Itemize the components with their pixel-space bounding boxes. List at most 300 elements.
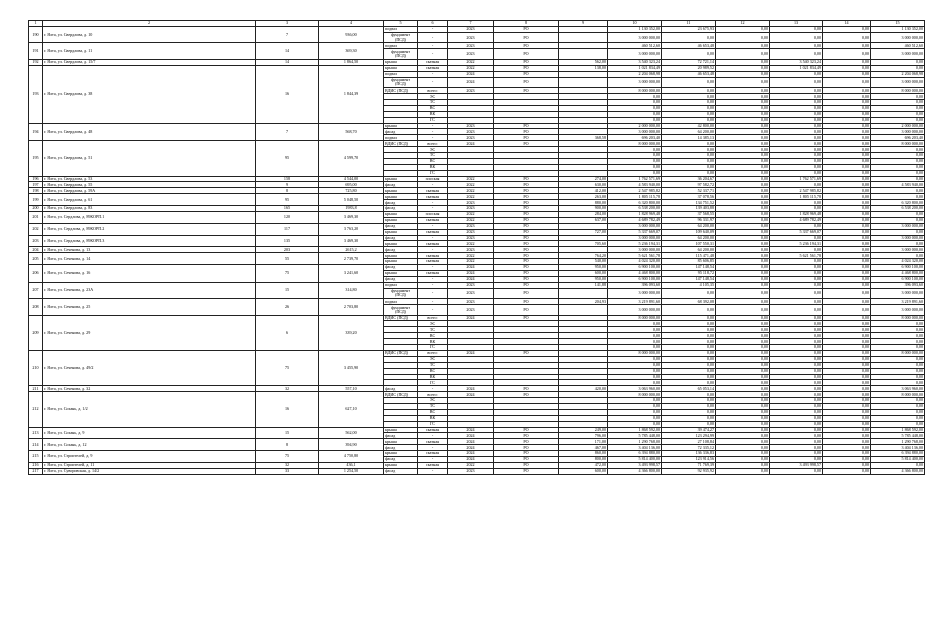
- volume-cell: 368,58: [559, 135, 608, 141]
- area-cell: 568,70: [319, 123, 384, 141]
- area-cell: 562,00: [319, 427, 384, 439]
- year-cell: 2022: [448, 253, 494, 259]
- cost-col15-cell: 0,00: [871, 241, 925, 247]
- cost-unit-cell: 0,00: [662, 94, 716, 100]
- cost-col12-cell: 0,00: [716, 253, 770, 259]
- area-cell: 3 469,30: [319, 235, 384, 247]
- fund-source-cell: РО: [494, 288, 559, 299]
- roof-type-cell: ВС: [418, 368, 448, 374]
- cost-unit-cell: 0,00: [662, 409, 716, 415]
- fund-source-cell: РО: [494, 229, 559, 235]
- apartments-cell: 55: [256, 253, 319, 265]
- cost-col12-cell: 0,00: [716, 135, 770, 141]
- total-cost-cell: 396 093,60: [608, 282, 662, 288]
- cost-col12-cell: 0,00: [716, 305, 770, 316]
- cost-unit-cell: 0,00: [662, 321, 716, 327]
- apartments-cell: 165: [256, 206, 319, 212]
- cost-col12-cell: 0,00: [716, 433, 770, 439]
- cost-col15-cell: 0,00: [871, 368, 925, 374]
- total-cost-cell: 1 868 592,00: [608, 427, 662, 433]
- work-type-cell: фасад: [384, 247, 418, 253]
- total-cost-cell: 0,00: [608, 100, 662, 106]
- cost-col13-cell: 0,00: [770, 27, 823, 33]
- cost-col15-cell: 3 000 000,00: [871, 223, 925, 229]
- cost-col12-cell: 0,00: [716, 94, 770, 100]
- year-cell: 2024: [448, 392, 494, 398]
- cost-col15-cell: 0,00: [871, 217, 925, 223]
- roof-type-cell: скатная: [418, 217, 448, 223]
- work-type-cell: фасад: [384, 223, 418, 229]
- fund-source-cell: РО: [494, 456, 559, 462]
- roof-type-cell: ЭС: [418, 398, 448, 404]
- cost-col14-cell: 0,00: [823, 147, 871, 153]
- fund-source-cell: РО: [494, 350, 559, 356]
- cost-col13-cell: 1 762 571,69: [770, 176, 823, 182]
- roof-type-cell: ТС: [418, 153, 448, 159]
- roof-type-cell: всего:: [418, 141, 448, 147]
- fund-source-cell: РО: [494, 468, 559, 474]
- cost-unit-cell: 136 336,83: [662, 451, 716, 457]
- cost-col14-cell: 0,00: [823, 32, 871, 43]
- area-cell: 436,1: [319, 462, 384, 468]
- cost-unit-cell: 109 640,09: [662, 229, 716, 235]
- fund-source-cell: РО: [494, 88, 559, 94]
- area-cell: 339,20: [319, 315, 384, 350]
- apartments-cell: 75: [256, 451, 319, 463]
- cost-col12-cell: 0,00: [716, 235, 770, 241]
- volume-cell: 141,88: [559, 282, 608, 288]
- cost-col13-cell: 1 828 969,48: [770, 211, 823, 217]
- total-cost-cell: 6 394 880,00: [608, 451, 662, 457]
- work-type-cell: подвал: [384, 299, 418, 305]
- cost-col13-cell: 0,00: [770, 392, 823, 398]
- year-cell: 2022: [448, 182, 494, 188]
- total-cost-cell: 0,00: [608, 333, 662, 339]
- year-cell: 2024: [448, 276, 494, 282]
- fund-source-cell: РО: [494, 241, 559, 247]
- total-cost-cell: 1 762 571,69: [608, 176, 662, 182]
- area-cell: 2 703,80: [319, 299, 384, 315]
- roof-type-cell: всего:: [418, 392, 448, 398]
- roof-type-cell: -: [418, 123, 448, 129]
- cost-col14-cell: 0,00: [823, 211, 871, 217]
- apartments-cell: 75: [256, 350, 319, 385]
- total-cost-cell: 8 000 000,00: [608, 315, 662, 321]
- roof-type-cell: ТС: [418, 403, 448, 409]
- address-cell: г. Ялта, ул. Сеченова, д. 14: [43, 253, 256, 265]
- cost-col14-cell: 0,00: [823, 282, 871, 288]
- cost-col13-cell: 0,00: [770, 117, 823, 123]
- row-number: 198: [29, 188, 43, 194]
- area-cell: 557,10: [319, 386, 384, 392]
- work-type-cell: крыша: [384, 65, 418, 71]
- cost-unit-cell: 20 989,52: [662, 65, 716, 71]
- cost-unit-cell: 23 675,93: [662, 27, 716, 33]
- address-cell: г. Ялта, ул. Свердлова, д. 53: [43, 176, 256, 182]
- volume-cell: 284,00: [559, 211, 608, 217]
- volume-cell: 274,00: [559, 176, 608, 182]
- total-cost-cell: 6 538 200,00: [608, 206, 662, 212]
- cost-col12-cell: 0,00: [716, 123, 770, 129]
- cost-unit-cell: 46 653,48: [662, 71, 716, 77]
- cost-col12-cell: 0,00: [716, 88, 770, 94]
- roof-type-cell: ТС: [418, 327, 448, 333]
- year-cell: 2023: [448, 305, 494, 316]
- cost-col15-cell: 0,00: [871, 380, 925, 386]
- cost-col13-cell: 0,00: [770, 350, 823, 356]
- address-cell: г. Ялта, ул. Свердлова, д. 11: [43, 43, 256, 59]
- year-cell: 2024: [448, 427, 494, 433]
- cost-col12-cell: 0,00: [716, 321, 770, 327]
- cost-unit-cell: 97 582,72: [662, 182, 716, 188]
- cost-col12-cell: 0,00: [716, 451, 770, 457]
- total-cost-cell: 4 024 320,00: [608, 259, 662, 265]
- cost-col14-cell: 0,00: [823, 176, 871, 182]
- cost-col13-cell: 0,00: [770, 105, 823, 111]
- year-cell: 2023: [448, 223, 494, 229]
- cost-col12-cell: 0,00: [716, 194, 770, 200]
- cost-col15-cell: 3 000 000,00: [871, 77, 925, 88]
- cost-col14-cell: 0,00: [823, 77, 871, 88]
- apartments-cell: 14: [256, 43, 319, 59]
- cost-col15-cell: 8 000 000,00: [871, 315, 925, 321]
- area-cell: 695,00: [319, 182, 384, 188]
- cost-col13-cell: 0,00: [770, 129, 823, 135]
- roof-type-cell: ГС: [418, 380, 448, 386]
- year-cell: 2023: [448, 27, 494, 33]
- cost-col15-cell: 0,00: [871, 229, 925, 235]
- fund-source-cell: РО: [494, 433, 559, 439]
- apartments-cell: 95: [256, 141, 319, 176]
- cost-col15-cell: 4 366 800,00: [871, 468, 925, 474]
- cost-col15-cell: 8 000 000,00: [871, 392, 925, 398]
- cost-col13-cell: 5 236 194,31: [770, 241, 823, 247]
- total-cost-cell: 3 000 000,00: [608, 247, 662, 253]
- cost-unit-cell: 95 118,72: [662, 270, 716, 276]
- column-number: 9: [559, 21, 608, 27]
- work-type-cell: крыша: [384, 462, 418, 468]
- cost-col13-cell: 2 547 985,82: [770, 188, 823, 194]
- apartments-cell: 16: [256, 392, 319, 427]
- volume-cell: 138,00: [559, 65, 608, 71]
- year-cell: 2023: [448, 88, 494, 94]
- year-cell: 2023: [448, 43, 494, 49]
- work-type-cell: крыша: [384, 123, 418, 129]
- cost-unit-cell: 27 108,84: [662, 439, 716, 445]
- cost-unit-cell: 92 935,92: [662, 468, 716, 474]
- cost-col15-cell: 396 093,60: [871, 282, 925, 288]
- cost-col12-cell: 0,00: [716, 27, 770, 33]
- cost-unit-cell: 0,00: [662, 32, 716, 43]
- apartments-cell: 7: [256, 27, 319, 43]
- cost-unit-cell: 64 200,00: [662, 129, 716, 135]
- cost-unit-cell: 0,00: [662, 111, 716, 117]
- cost-col14-cell: 0,00: [823, 356, 871, 362]
- total-cost-cell: 0,00: [608, 117, 662, 123]
- work-type-cell: фундамент (ПСД): [384, 288, 418, 299]
- cost-unit-cell: 0,00: [662, 147, 716, 153]
- address-cell: г. Ялта, ул. Свердлова, д. 61: [43, 194, 256, 206]
- cost-col14-cell: 0,00: [823, 105, 871, 111]
- work-type-cell: подвал: [384, 71, 418, 77]
- year-cell: 2022: [448, 176, 494, 182]
- total-cost-cell: 5 814 400,00: [608, 456, 662, 462]
- area-cell: 1983,8: [319, 206, 384, 212]
- work-type-cell: крыша: [384, 194, 418, 200]
- cost-col13-cell: 0,00: [770, 223, 823, 229]
- cost-col14-cell: 0,00: [823, 380, 871, 386]
- row-number: 215: [29, 451, 43, 463]
- area-cell: 3 763,20: [319, 223, 384, 235]
- cost-col14-cell: 0,00: [823, 200, 871, 206]
- total-cost-cell: 0,00: [608, 164, 662, 170]
- column-number: 15: [871, 21, 925, 27]
- roof-type-cell: -: [418, 200, 448, 206]
- apartments-cell: 117: [256, 223, 319, 235]
- work-type-cell: фасад: [384, 264, 418, 270]
- work-type-cell: фундамент (ПСД): [384, 77, 418, 88]
- row-number: 206: [29, 264, 43, 282]
- total-cost-cell: 1 290 768,00: [608, 439, 662, 445]
- cost-col13-cell: 0,00: [770, 321, 823, 327]
- total-cost-cell: 3 000 000,00: [608, 77, 662, 88]
- cost-unit-cell: 64 200,00: [662, 223, 716, 229]
- area-cell: 5 048,50: [319, 194, 384, 206]
- cost-unit-cell: 0,00: [662, 415, 716, 421]
- address-cell: г. Ялта, ул. Сеченова, д. 25: [43, 299, 256, 315]
- fund-source-cell: РО: [494, 123, 559, 129]
- cost-col13-cell: 0,00: [770, 200, 823, 206]
- cost-unit-cell: 85 606,85: [662, 259, 716, 265]
- cost-unit-cell: 14 385,13: [662, 135, 716, 141]
- total-cost-cell: 0,00: [608, 321, 662, 327]
- cost-col15-cell: 3 000 000,00: [871, 129, 925, 135]
- cost-col15-cell: 0,00: [871, 153, 925, 159]
- cost-col15-cell: 0,00: [871, 194, 925, 200]
- year-cell: 2022: [448, 211, 494, 217]
- cost-col12-cell: 0,00: [716, 327, 770, 333]
- cost-col15-cell: 0,00: [871, 253, 925, 259]
- fund-source-cell: РО: [494, 270, 559, 276]
- cost-col12-cell: 0,00: [716, 403, 770, 409]
- cost-col12-cell: 0,00: [716, 398, 770, 404]
- cost-col12-cell: 0,00: [716, 223, 770, 229]
- cost-col13-cell: 0,00: [770, 315, 823, 321]
- cost-col14-cell: 0,00: [823, 170, 871, 176]
- cost-col15-cell: 1 868 592,00: [871, 427, 925, 433]
- row-number: 205: [29, 253, 43, 265]
- cost-col12-cell: 0,00: [716, 427, 770, 433]
- total-cost-cell: 3 219 891,60: [608, 299, 662, 305]
- apartments-cell: 9: [256, 182, 319, 188]
- work-type-cell: ВДИС (ПСД): [384, 350, 418, 356]
- work-type-cell: фасад: [384, 433, 418, 439]
- fund-source-cell: РО: [494, 200, 559, 206]
- cost-col15-cell: 3 000 000,00: [871, 305, 925, 316]
- volume-cell: 637,00: [559, 217, 608, 223]
- cost-unit-cell: 147 148,54: [662, 264, 716, 270]
- roof-type-cell: ВК: [418, 339, 448, 345]
- cost-col14-cell: 0,00: [823, 374, 871, 380]
- area-cell: 936,00: [319, 27, 384, 43]
- cost-col13-cell: 0,00: [770, 299, 823, 305]
- fund-source-cell: РО: [494, 445, 559, 451]
- cost-col13-cell: 0,00: [770, 403, 823, 409]
- volume-cell: 950,00: [559, 264, 608, 270]
- cost-col12-cell: 0,00: [716, 206, 770, 212]
- row-number: 216: [29, 462, 43, 468]
- cost-col12-cell: 0,00: [716, 415, 770, 421]
- area-cell: 3 469,30: [319, 211, 384, 223]
- address-cell: г. Ялта, ул. Свердлова, д. 15/7: [43, 59, 256, 65]
- roof-type-cell: всего:: [418, 88, 448, 94]
- cost-col12-cell: 0,00: [716, 147, 770, 153]
- year-cell: 2024: [448, 77, 494, 88]
- cost-col15-cell: 0,00: [871, 415, 925, 421]
- cost-unit-cell: 37 568,55: [662, 211, 716, 217]
- cost-col15-cell: 6 900 100,00: [871, 264, 925, 270]
- address-cell: г. Ялта, ул. Сохань, д. 1/2: [43, 392, 256, 427]
- cost-col14-cell: 0,00: [823, 158, 871, 164]
- roof-type-cell: ВС: [418, 105, 448, 111]
- cost-col12-cell: 0,00: [716, 439, 770, 445]
- area-cell: 394,90: [319, 439, 384, 451]
- cost-col15-cell: 0,00: [871, 117, 925, 123]
- fund-source-cell: РО: [494, 71, 559, 77]
- work-type-cell: ВДИС (ПСД): [384, 141, 418, 147]
- cost-col12-cell: 0,00: [716, 380, 770, 386]
- roof-type-cell: ГС: [418, 117, 448, 123]
- cost-col15-cell: 3 219 891,60: [871, 299, 925, 305]
- cost-col12-cell: 0,00: [716, 299, 770, 305]
- cost-col13-cell: 0,00: [770, 398, 823, 404]
- total-cost-cell: 0,00: [608, 421, 662, 427]
- roof-type-cell: скатная: [418, 65, 448, 71]
- roof-type-cell: всего:: [418, 315, 448, 321]
- fund-source-cell: РО: [494, 49, 559, 60]
- cost-col14-cell: 0,00: [823, 333, 871, 339]
- roof-type-cell: ВК: [418, 415, 448, 421]
- cost-col15-cell: 3 000 000,00: [871, 247, 925, 253]
- cost-col13-cell: 0,00: [770, 445, 823, 451]
- apartments-cell: 120: [256, 211, 319, 223]
- cost-col14-cell: 0,00: [823, 229, 871, 235]
- total-cost-cell: 0,00: [608, 158, 662, 164]
- cost-col13-cell: 0,00: [770, 339, 823, 345]
- cost-col14-cell: 0,00: [823, 94, 871, 100]
- fund-source-cell: РО: [494, 451, 559, 457]
- cost-col15-cell: 6 900 100,00: [871, 276, 925, 282]
- cost-col13-cell: 0,00: [770, 88, 823, 94]
- address-cell: г. Ялта, ул. Свердлова, д. 10: [43, 27, 256, 43]
- roof-type-cell: -: [418, 264, 448, 270]
- cost-col13-cell: 0,00: [770, 380, 823, 386]
- row-number: 192: [29, 59, 43, 65]
- cost-col15-cell: 0,00: [871, 188, 925, 194]
- work-type-cell: крыша: [384, 427, 418, 433]
- total-cost-cell: 3 000 000,00: [608, 288, 662, 299]
- roof-type-cell: -: [418, 468, 448, 474]
- fund-source-cell: РО: [494, 206, 559, 212]
- address-cell: г. Ялта, ул. Свердлова, д. 38: [43, 65, 256, 123]
- work-type-cell: фасад: [384, 206, 418, 212]
- total-cost-cell: 6 900 100,00: [608, 276, 662, 282]
- cost-col14-cell: 0,00: [823, 321, 871, 327]
- work-type-cell: крыша: [384, 229, 418, 235]
- work-type-cell: крыша: [384, 241, 418, 247]
- roof-type-cell: -: [418, 77, 448, 88]
- total-cost-cell: 3 493 998,57: [608, 462, 662, 468]
- total-cost-cell: 3 000 000,00: [608, 129, 662, 135]
- cost-unit-cell: 46 653,48: [662, 43, 716, 49]
- cost-col13-cell: 0,00: [770, 333, 823, 339]
- cost-col15-cell: 0,00: [871, 374, 925, 380]
- roof-type-cell: ВК: [418, 164, 448, 170]
- cost-col12-cell: 0,00: [716, 282, 770, 288]
- cost-col15-cell: 3 000 000,00: [871, 49, 925, 60]
- cost-col14-cell: 0,00: [823, 270, 871, 276]
- cost-col13-cell: 0,00: [770, 158, 823, 164]
- cost-col12-cell: 0,00: [716, 200, 770, 206]
- row-number: 199: [29, 194, 43, 206]
- roof-type-cell: -: [418, 445, 448, 451]
- cost-col14-cell: 0,00: [823, 439, 871, 445]
- cost-col15-cell: 0,00: [871, 333, 925, 339]
- work-type-cell: крыша: [384, 439, 418, 445]
- work-type-cell: подвал: [384, 27, 418, 33]
- fund-source-cell: РО: [494, 32, 559, 43]
- cost-col15-cell: 1 130 352,00: [871, 27, 925, 33]
- cost-unit-cell: 0,00: [662, 170, 716, 176]
- cost-col14-cell: 0,00: [823, 235, 871, 241]
- total-cost-cell: 4 689 782,49: [608, 217, 662, 223]
- cost-unit-cell: 0,00: [662, 77, 716, 88]
- fund-source-cell: РО: [494, 276, 559, 282]
- area-cell: 4 599,70: [319, 141, 384, 176]
- cost-unit-cell: 72 335,12: [662, 445, 716, 451]
- row-number: 195: [29, 141, 43, 176]
- cost-col14-cell: 0,00: [823, 247, 871, 253]
- cost-col15-cell: 0,00: [871, 409, 925, 415]
- cost-col14-cell: 0,00: [823, 59, 871, 65]
- work-type-cell: фундамент (ПСД): [384, 49, 418, 60]
- cost-col15-cell: 6 538 200,00: [871, 206, 925, 212]
- cost-col12-cell: 0,00: [716, 345, 770, 351]
- fund-source-cell: РО: [494, 182, 559, 188]
- total-cost-cell: 3 000 000,00: [608, 32, 662, 43]
- roof-type-cell: ЭС: [418, 147, 448, 153]
- area-cell: 3 241,60: [319, 264, 384, 282]
- address-cell: г. Ялта, ул. Свердлова, д. 83: [43, 206, 256, 212]
- fund-source-cell: РО: [494, 188, 559, 194]
- fund-source-cell: РО: [494, 77, 559, 88]
- roof-type-cell: скатная: [418, 427, 448, 433]
- fund-source-cell: РО: [494, 299, 559, 305]
- total-cost-cell: 0,00: [608, 111, 662, 117]
- cost-col14-cell: 0,00: [823, 65, 871, 71]
- cost-col13-cell: 0,00: [770, 288, 823, 299]
- work-type-cell: фасад: [384, 468, 418, 474]
- cost-col13-cell: 0,00: [770, 94, 823, 100]
- volume-cell: [559, 77, 608, 88]
- cost-col13-cell: 0,00: [770, 141, 823, 147]
- cost-col13-cell: 3 493 998,57: [770, 462, 823, 468]
- total-cost-cell: 0,00: [608, 409, 662, 415]
- cost-col14-cell: 0,00: [823, 88, 871, 94]
- cost-col13-cell: 0,00: [770, 49, 823, 60]
- year-cell: 2023: [448, 288, 494, 299]
- address-cell: г. Ялта, ул. Сохань, д. 12: [43, 439, 256, 451]
